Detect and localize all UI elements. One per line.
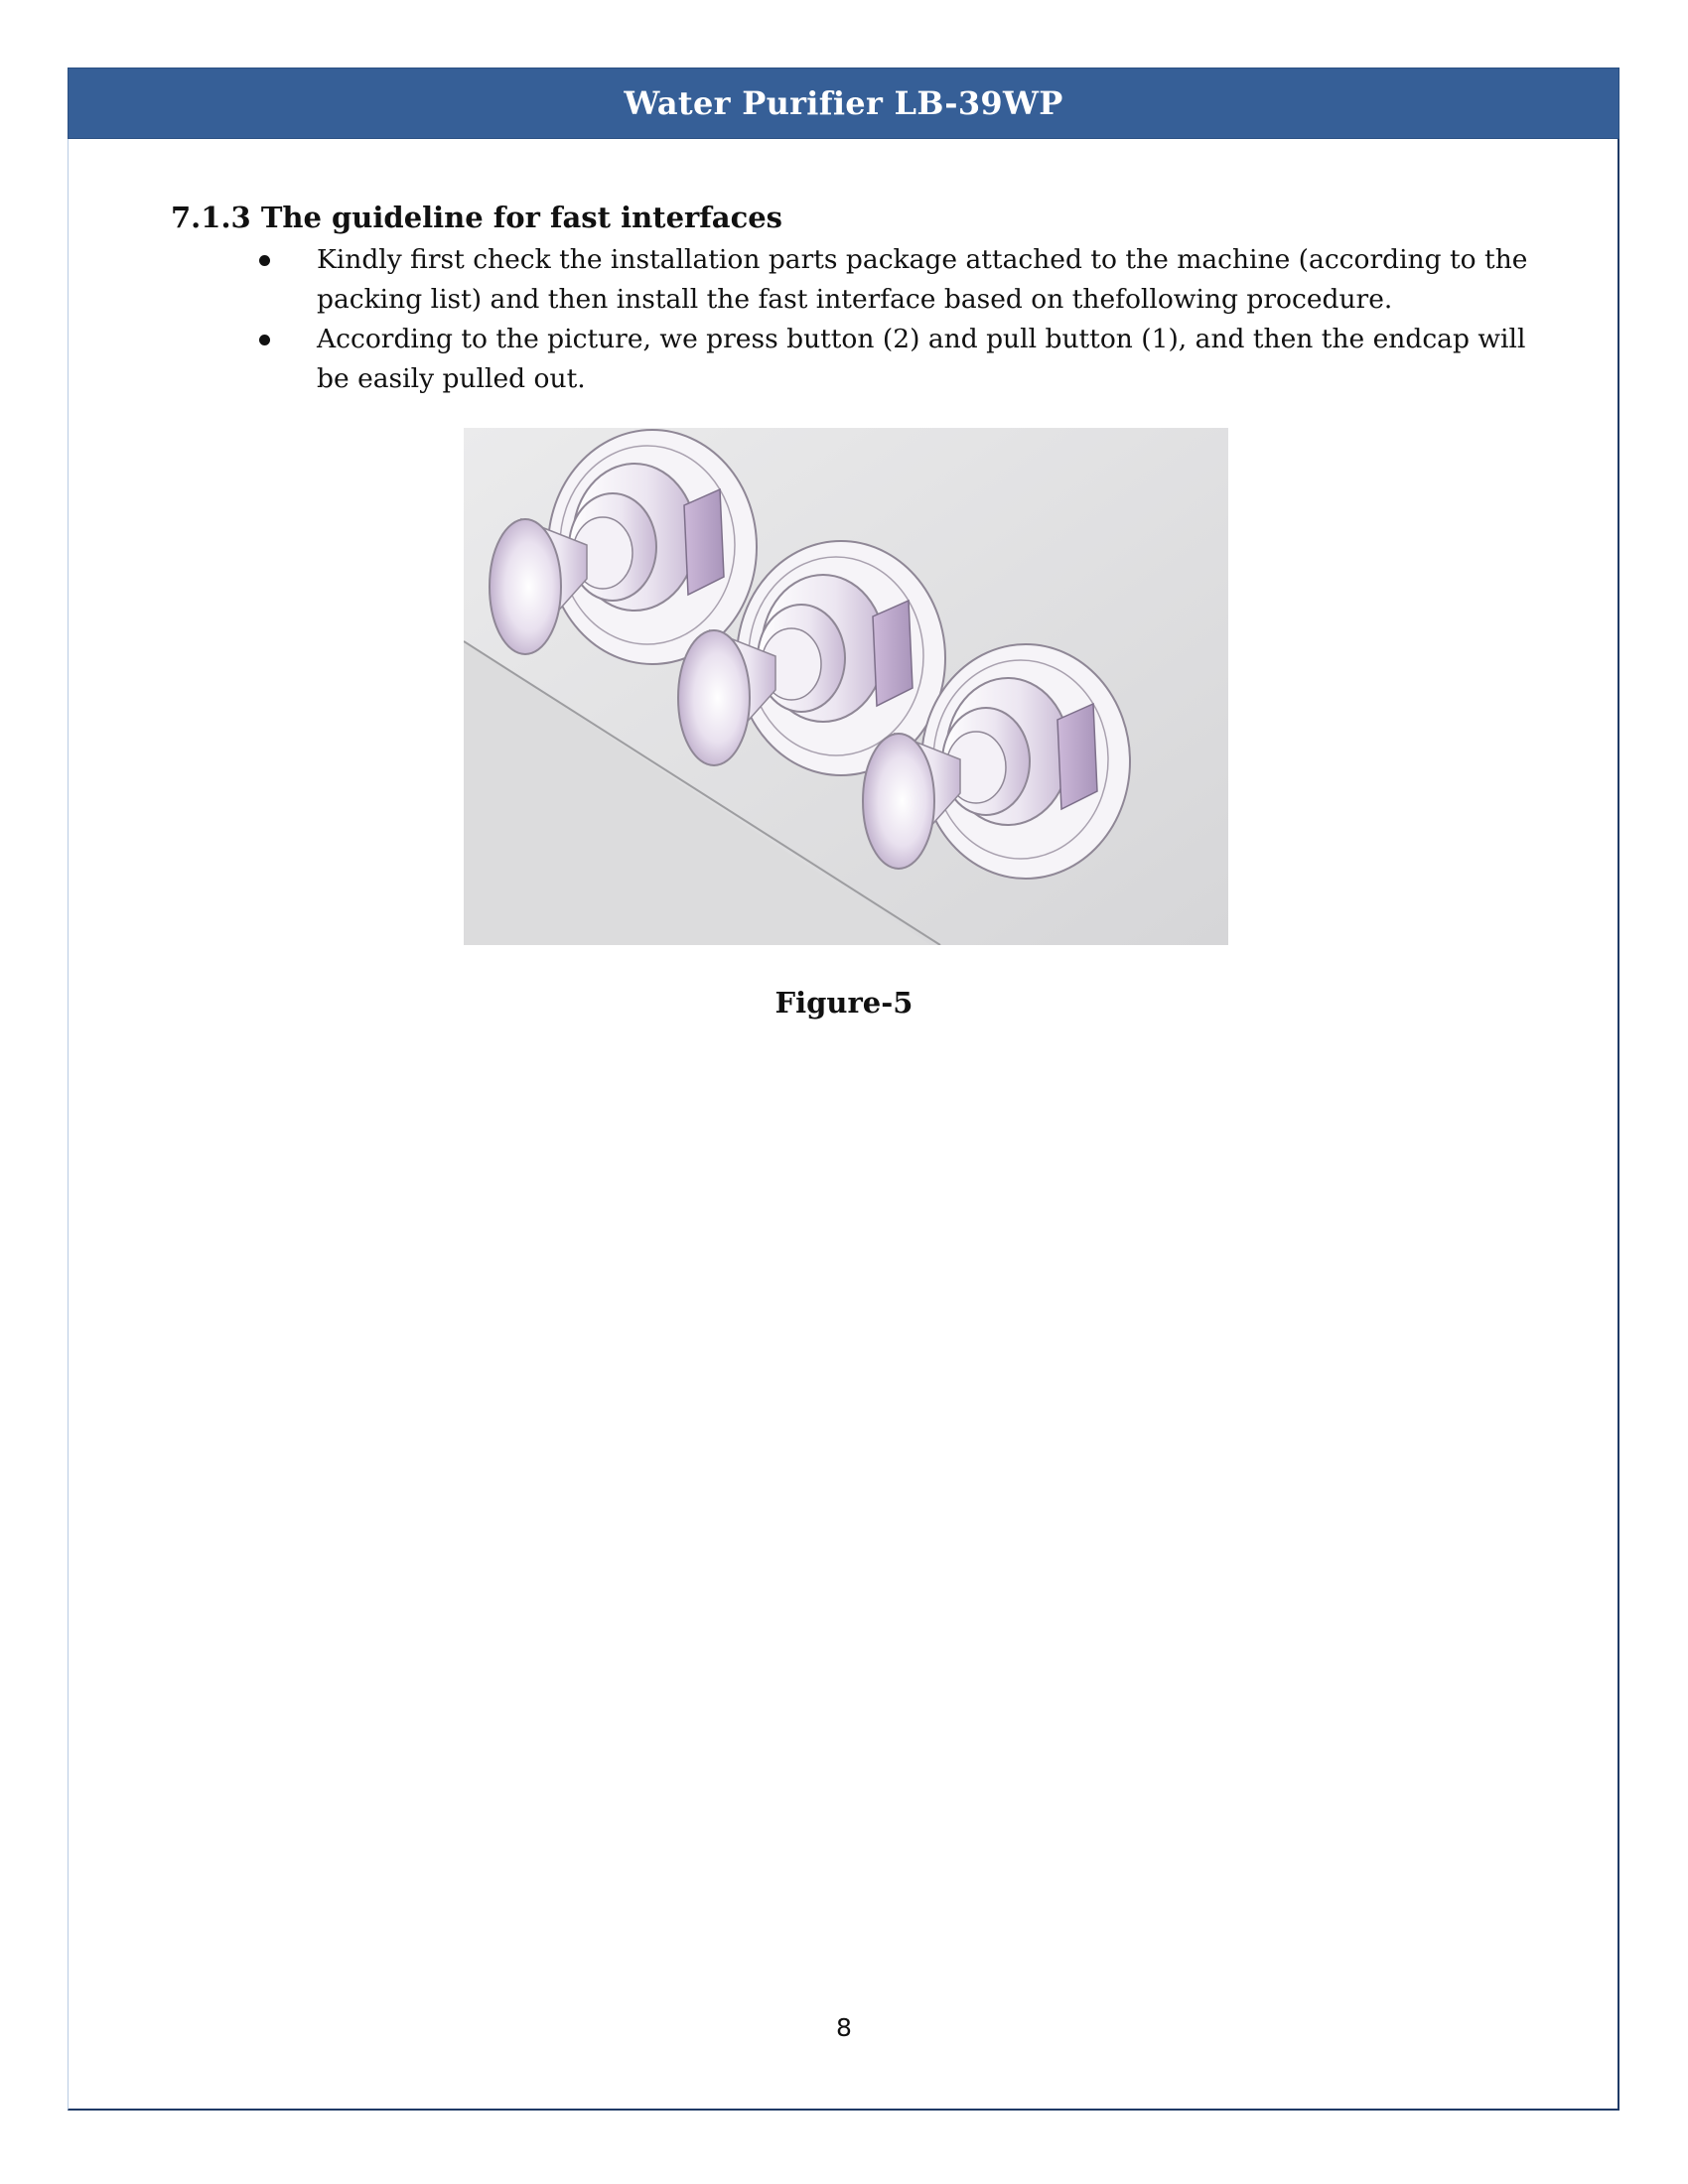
list-item-text: Kindly first check the installation parts package attached to the machine (according to the packing list) and then install the fast interface based on thefollowing procedure. xyxy=(317,244,1528,315)
bullet-icon xyxy=(259,335,270,345)
header-bar xyxy=(68,68,1619,139)
document-title: Water Purifier LB-39WP xyxy=(624,84,1063,122)
list-item xyxy=(238,320,1529,399)
page-number: 8 xyxy=(836,2013,852,2042)
bullet-icon xyxy=(259,255,270,266)
list-item xyxy=(238,240,1529,320)
list-item-text: According to the picture, we press button (2) and pull button (1), and then the endcap will be easily pulled out. xyxy=(317,324,1526,394)
fast-interface-fittings-illustration xyxy=(464,428,1228,945)
figure-image xyxy=(464,428,1228,945)
section-heading: 7.1.3 The guideline for fast interfaces xyxy=(171,201,783,234)
figure-caption: Figure-5 xyxy=(774,986,914,1020)
instruction-list xyxy=(238,240,1529,399)
